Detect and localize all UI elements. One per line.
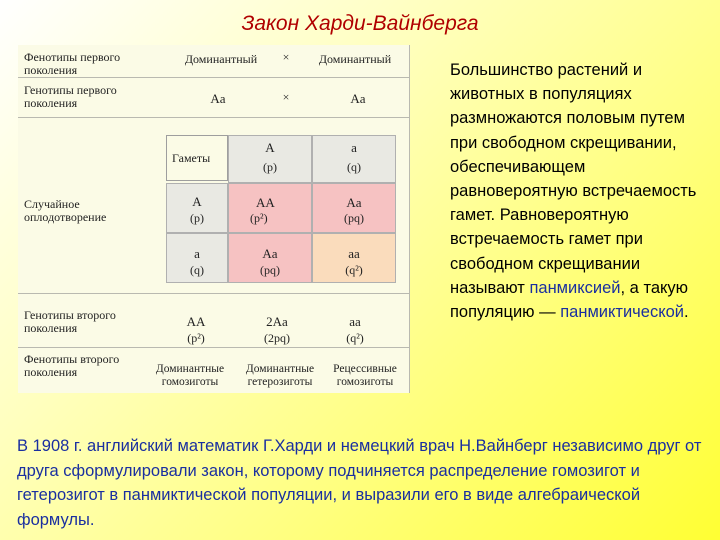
gen2-phenotypes-label: Фенотипы второго поколения [24, 352, 120, 379]
gen2-freq-AA: (p²) [187, 331, 205, 345]
gen2-genotype-aa: aa [349, 314, 361, 329]
punnett-Aa2-freq: (pq) [260, 263, 280, 277]
gen2-genotypes-label: Генотипы второго поколения [24, 308, 116, 335]
term-panmictic: панмиктической [560, 303, 685, 322]
slide-title: Закон Харди-Вайнберга [241, 12, 479, 35]
gen1-genotypes-label: Генотипы первого поколения [24, 83, 117, 110]
gamete-a-freq: (q) [347, 160, 361, 174]
row-gamete-a-freq: (q) [190, 263, 204, 277]
punnett-diagram [18, 45, 410, 393]
row-gamete-A-freq: (p) [190, 211, 204, 225]
gen1-genotype-right: Aa [350, 91, 366, 106]
punnett-aa-freq: (q²) [345, 263, 363, 277]
punnett-AA-genotype: AA [256, 195, 275, 210]
gen2-freq-aa: (q²) [346, 331, 364, 345]
punnett-Aa1-genotype: Aa [346, 195, 362, 210]
side-text-part2: , а такую популяцию — [450, 278, 689, 322]
gamete-a-allele: a [351, 140, 357, 155]
gen1-phenotype-right: Доминантный [318, 52, 392, 66]
gamete-A-freq: (p) [263, 160, 277, 174]
punnett-Aa2-genotype: Aa [262, 246, 278, 261]
gen1-phenotypes-label: Фенотипы первого поколения [24, 50, 121, 77]
gen1-genotype-left: Aa [210, 91, 226, 106]
side-text-part1: Большинство растений и животных в популяциях размножаются половым путем при свободном скрещивании, обеспечивающем равновероятную встречаемость гамет. Равновероятную встречаемость гамет при свободном скрещивании называют [450, 61, 697, 297]
punnett-Aa1-freq: (pq) [344, 211, 364, 225]
gen2-genotype-Aa: 2Aa [266, 314, 288, 329]
cross-symbol: × [282, 50, 290, 64]
gametes-label: Гаметы [172, 151, 211, 165]
punnett-aa-genotype: aa [348, 246, 360, 261]
gamete-A-allele: A [265, 140, 275, 155]
bottom-paragraph: В 1908 г. английский математик Г.Харди и немецкий врач Н.Вайнберг независимо друг от друга сформулировали закон, которому подчиняется распределение гомозигот и гетерозигот в панмиктической популяции, и выразили его в виде алгебраической формулы. [17, 437, 702, 529]
side-text-part3: . [684, 303, 689, 322]
gen2-phenotype-rec-homo: Рецессивные гомозиготы [333, 363, 397, 388]
cross-symbol-2: × [282, 90, 290, 104]
side-paragraph [450, 58, 712, 324]
gen2-phenotype-dom-hetero: Доминантные гетерозиготы [245, 363, 315, 388]
row-gamete-A-allele: A [192, 194, 202, 209]
row-gamete-a-allele: a [194, 246, 200, 261]
gen1-phenotype-left: Доминантный [184, 52, 258, 66]
gen2-phenotype-dom-homo: Доминантные гомозиготы [155, 363, 225, 388]
gen2-genotype-AA: AA [186, 314, 206, 329]
gen2-freq-Aa: (2pq) [264, 331, 290, 345]
random-fertilization-label: Случайное оплодотворение [24, 197, 107, 224]
term-panmixia: панмиксией [529, 278, 621, 297]
punnett-AA-freq: (p²) [250, 211, 268, 225]
